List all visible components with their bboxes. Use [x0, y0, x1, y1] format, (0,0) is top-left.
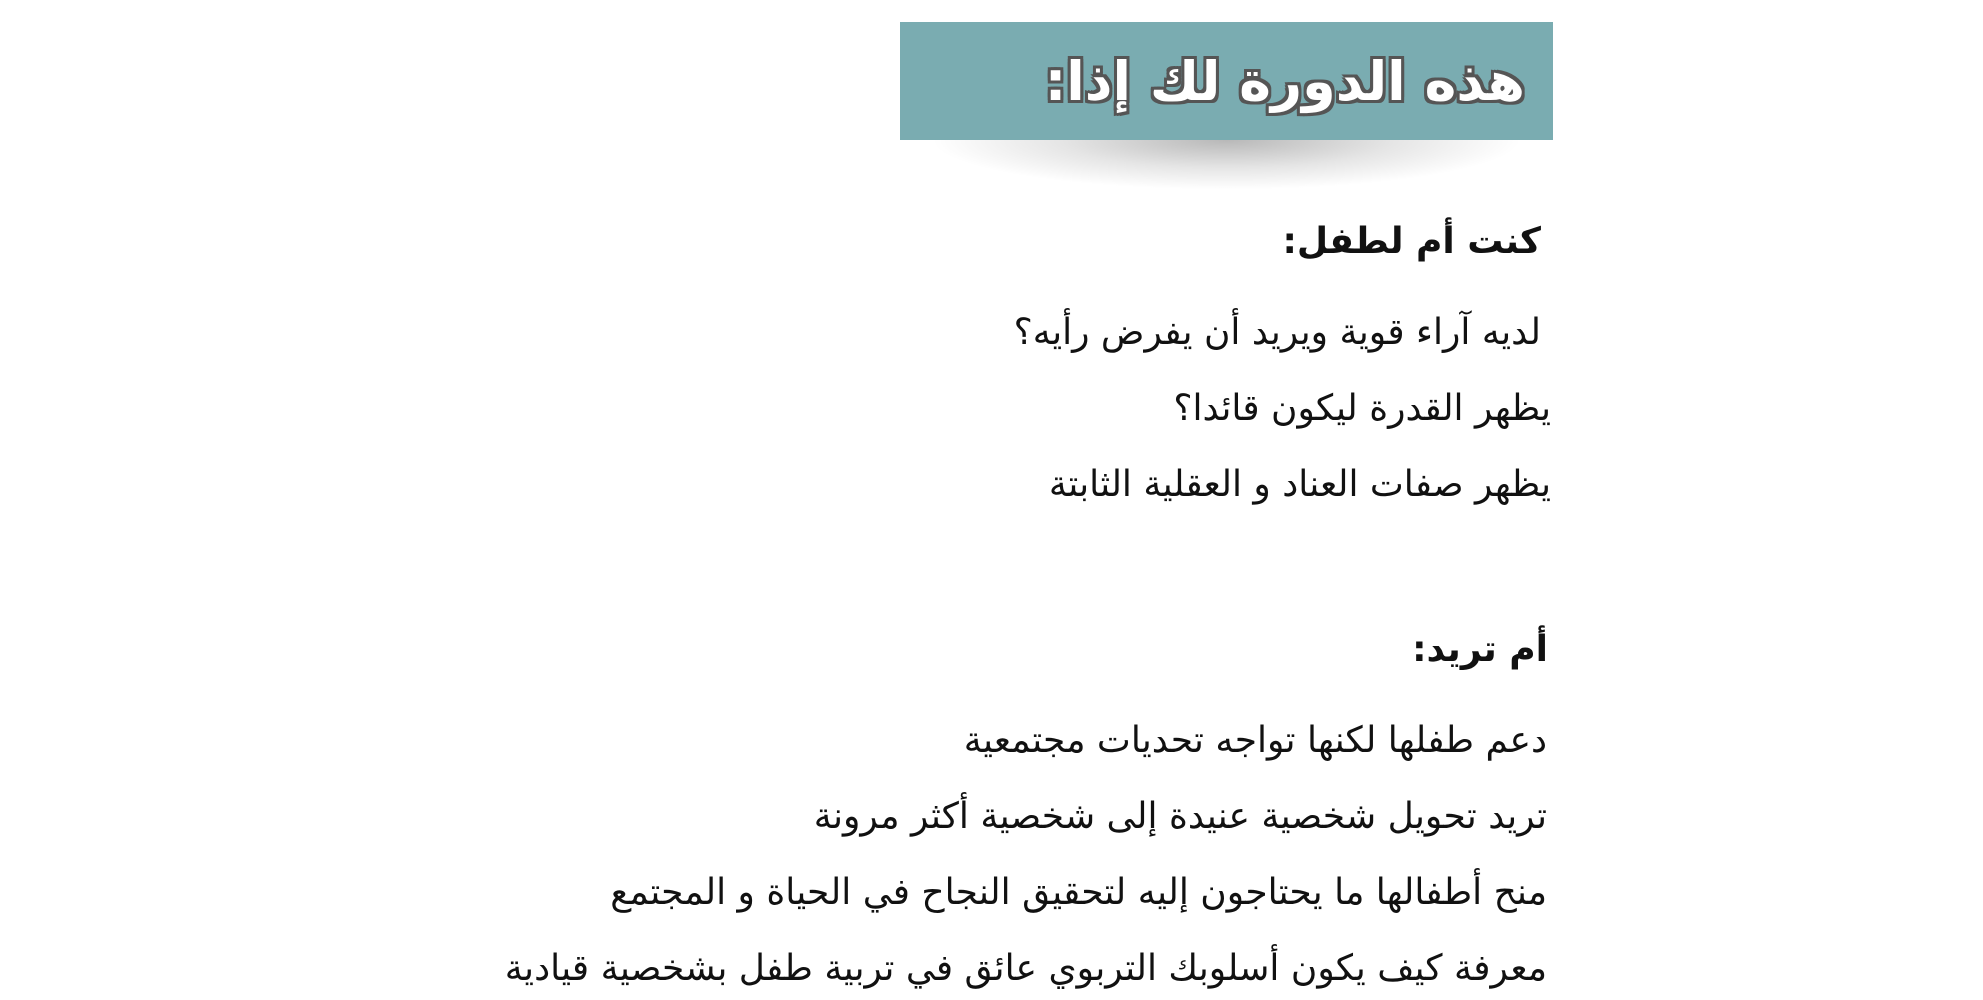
title-banner	[900, 22, 1553, 202]
list-item: معرفة كيف يكون أسلوبك التربوي عائق في تربية طفل بشخصية قيادية	[504, 948, 1547, 989]
list-item: لديه آراء قوية ويريد أن يفرض رأيه؟	[1013, 312, 1541, 353]
list-item: تريد تحويل شخصية عنيدة إلى شخصية أكثر مرونة	[813, 796, 1547, 837]
list-item: يظهر القدرة ليكون قائدا؟	[1173, 388, 1551, 429]
section-heading-mother-of-child: كنت أم لطفل:	[1282, 221, 1541, 262]
list-item: منح أطفالها ما يحتاجون إليه لتحقيق النجاح في الحياة و المجتمع	[610, 872, 1547, 913]
title-banner-bar	[900, 22, 1553, 140]
section-heading-or-want: أم تريد:	[1412, 629, 1548, 670]
list-item: يظهر صفات العناد و العقلية الثابتة	[1048, 464, 1551, 505]
list-item: دعم طفلها لكنها تواجه تحديات مجتمعية	[963, 720, 1547, 761]
banner-shadow	[920, 140, 1533, 202]
page-title: هذه الدورة لك إذا:	[1044, 49, 1525, 113]
